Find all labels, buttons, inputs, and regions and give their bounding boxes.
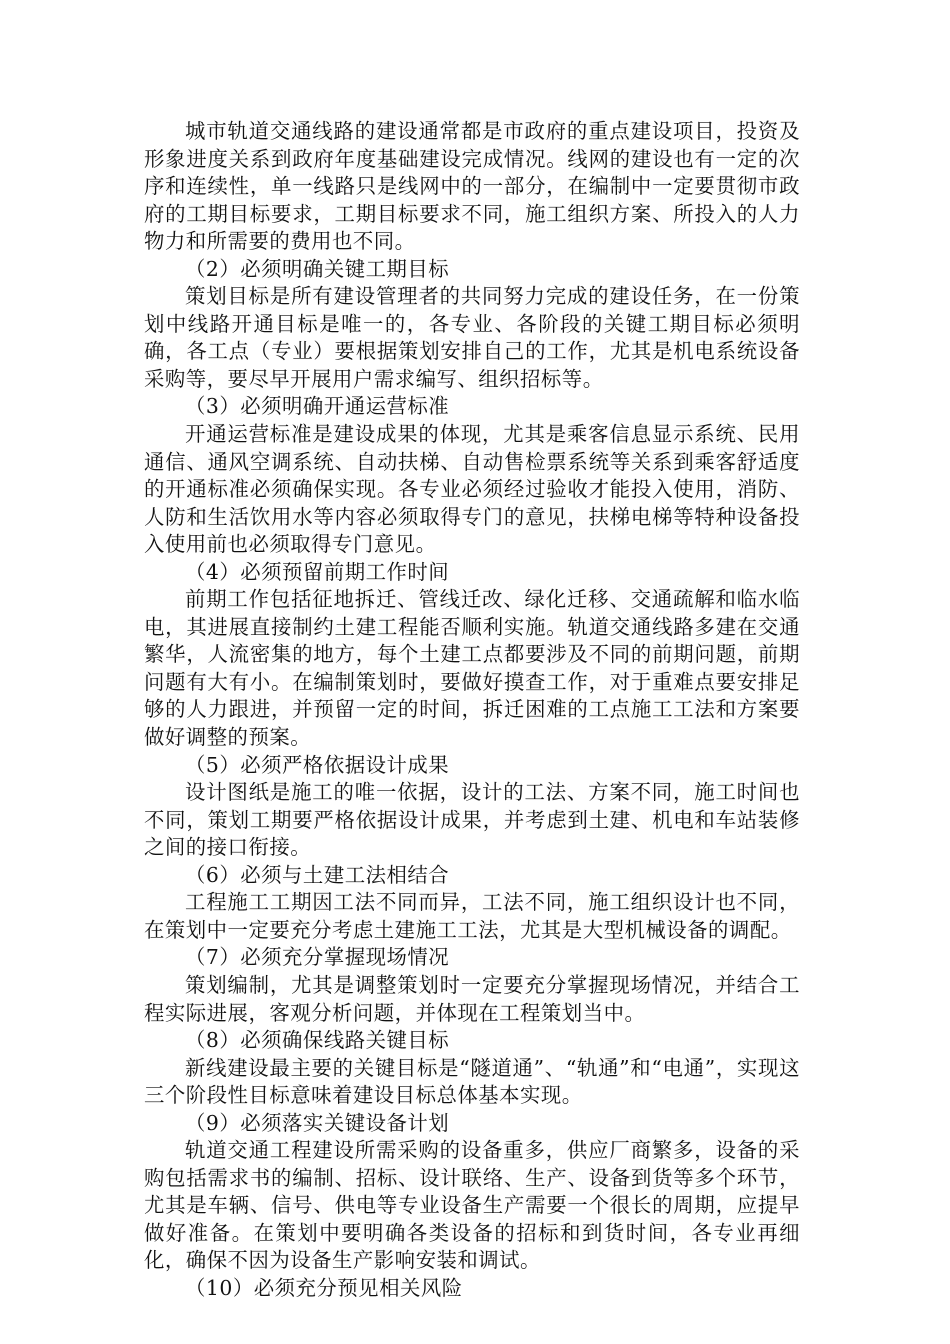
paragraph-intro: 城市轨道交通线路的建设通常都是市政府的重点建设项目，投资及形象进度关系到政府年度基础建设完成情况。线网的建设也有一定的次序和连续性，单一线路只是线网中的一部分，在编制中一定要贯彻市政府的工期目标要求，工期目标要求不同，施工组织方案、所投入的人力物力和所需要的费用也不同。 (144, 119, 800, 254)
paragraph-preliminary-work: 前期工作包括征地拆迁、管线迁改、绿化迁移、交通疏解和临水临电，其进展直接制约土建工程能否顺利实施。轨道交通线路多建在交通繁华，人流密集的地方，每个土建工点都要涉及不同的前期问题，前期问题有大有小。在编制策划时，要做好摸查工作，对于重难点要安排足够的人力跟进，并预留一定的时间，拆迁困难的工点施工工法和方案要做好调整的预案。 (144, 587, 800, 750)
heading-civil-method: （6）必须与土建工法相结合 (185, 862, 450, 887)
paragraph-key-schedule-target: 策划目标是所有建设管理者的共同努力完成的建设任务，在一份策划中线路开通目标是唯一的，各专业、各阶段的关键工期目标必须明确，各工点（专业）要根据策划安排自己的工作，尤其是机电系统设备采购等，要尽早开展用户需求编写、组织招标等。 (144, 284, 800, 391)
heading-risk-foresight: （10）必须充分预见相关风险 (185, 1275, 463, 1300)
heading-preliminary-work: （4）必须预留前期工作时间 (185, 559, 450, 584)
heading-line-key-targets: （8）必须确保线路关键目标 (185, 1028, 450, 1053)
paragraph-equipment-plan: 轨道交通工程建设所需采购的设备重多，供应厂商繁多，设备的采购包括需求书的编制、招标、设计联络、生产、设备到货等多个环节，尤其是车辆、信号、供电等专业设备生产需要一个很长的周期，应提早做好准备。在策划中要明确各类设备的招标和到货时间，各专业再细化，确保不因为设备生产影响安装和调试。 (144, 1138, 800, 1273)
heading-design-results: （5）必须严格依据设计成果 (185, 752, 450, 777)
heading-equipment-plan: （9）必须落实关键设备计划 (185, 1110, 450, 1135)
heading-site-conditions: （7）必须充分掌握现场情况 (185, 945, 450, 970)
heading-key-schedule-target: （2）必须明确关键工期目标 (185, 256, 450, 281)
paragraph-line-key-targets: 新线建设最主要的关键目标是“隧道通”、“轨通”和“电通”，实现这三个阶段性目标意味着建设目标总体基本实现。 (144, 1055, 800, 1108)
document-body (144, 118, 800, 1303)
paragraph-civil-method: 工程施工工期因工法不同而异，工法不同，施工组织设计也不同，在策划中一定要充分考虑土建施工工法，尤其是大型机械设备的调配。 (144, 890, 800, 942)
paragraph-site-conditions: 策划编制，尤其是调整策划时一定要充分掌握现场情况，并结合工程实际进展，客观分析问题，并体现在工程策划当中。 (144, 972, 800, 1025)
paragraph-design-results: 设计图纸是施工的唯一依据，设计的工法、方案不同，施工时间也不同，策划工期要严格依据设计成果，并考虑到土建、机电和车站装修之间的接口衔接。 (144, 780, 800, 860)
heading-operation-standard: （3）必须明确开通运营标准 (185, 394, 450, 419)
paragraph-operation-standard: 开通运营标准是建设成果的体现，尤其是乘客信息显示系统、民用通信、通风空调系统、自动扶梯、自动售检票系统等关系到乘客舒适度的开通标准必须确保实现。各专业必须经过验收才能投入使用，消防、人防和生活饮用水等内容必须取得专门的意见，扶梯电梯等特种设备投入使用前也必须取得专门意见。 (144, 422, 800, 557)
